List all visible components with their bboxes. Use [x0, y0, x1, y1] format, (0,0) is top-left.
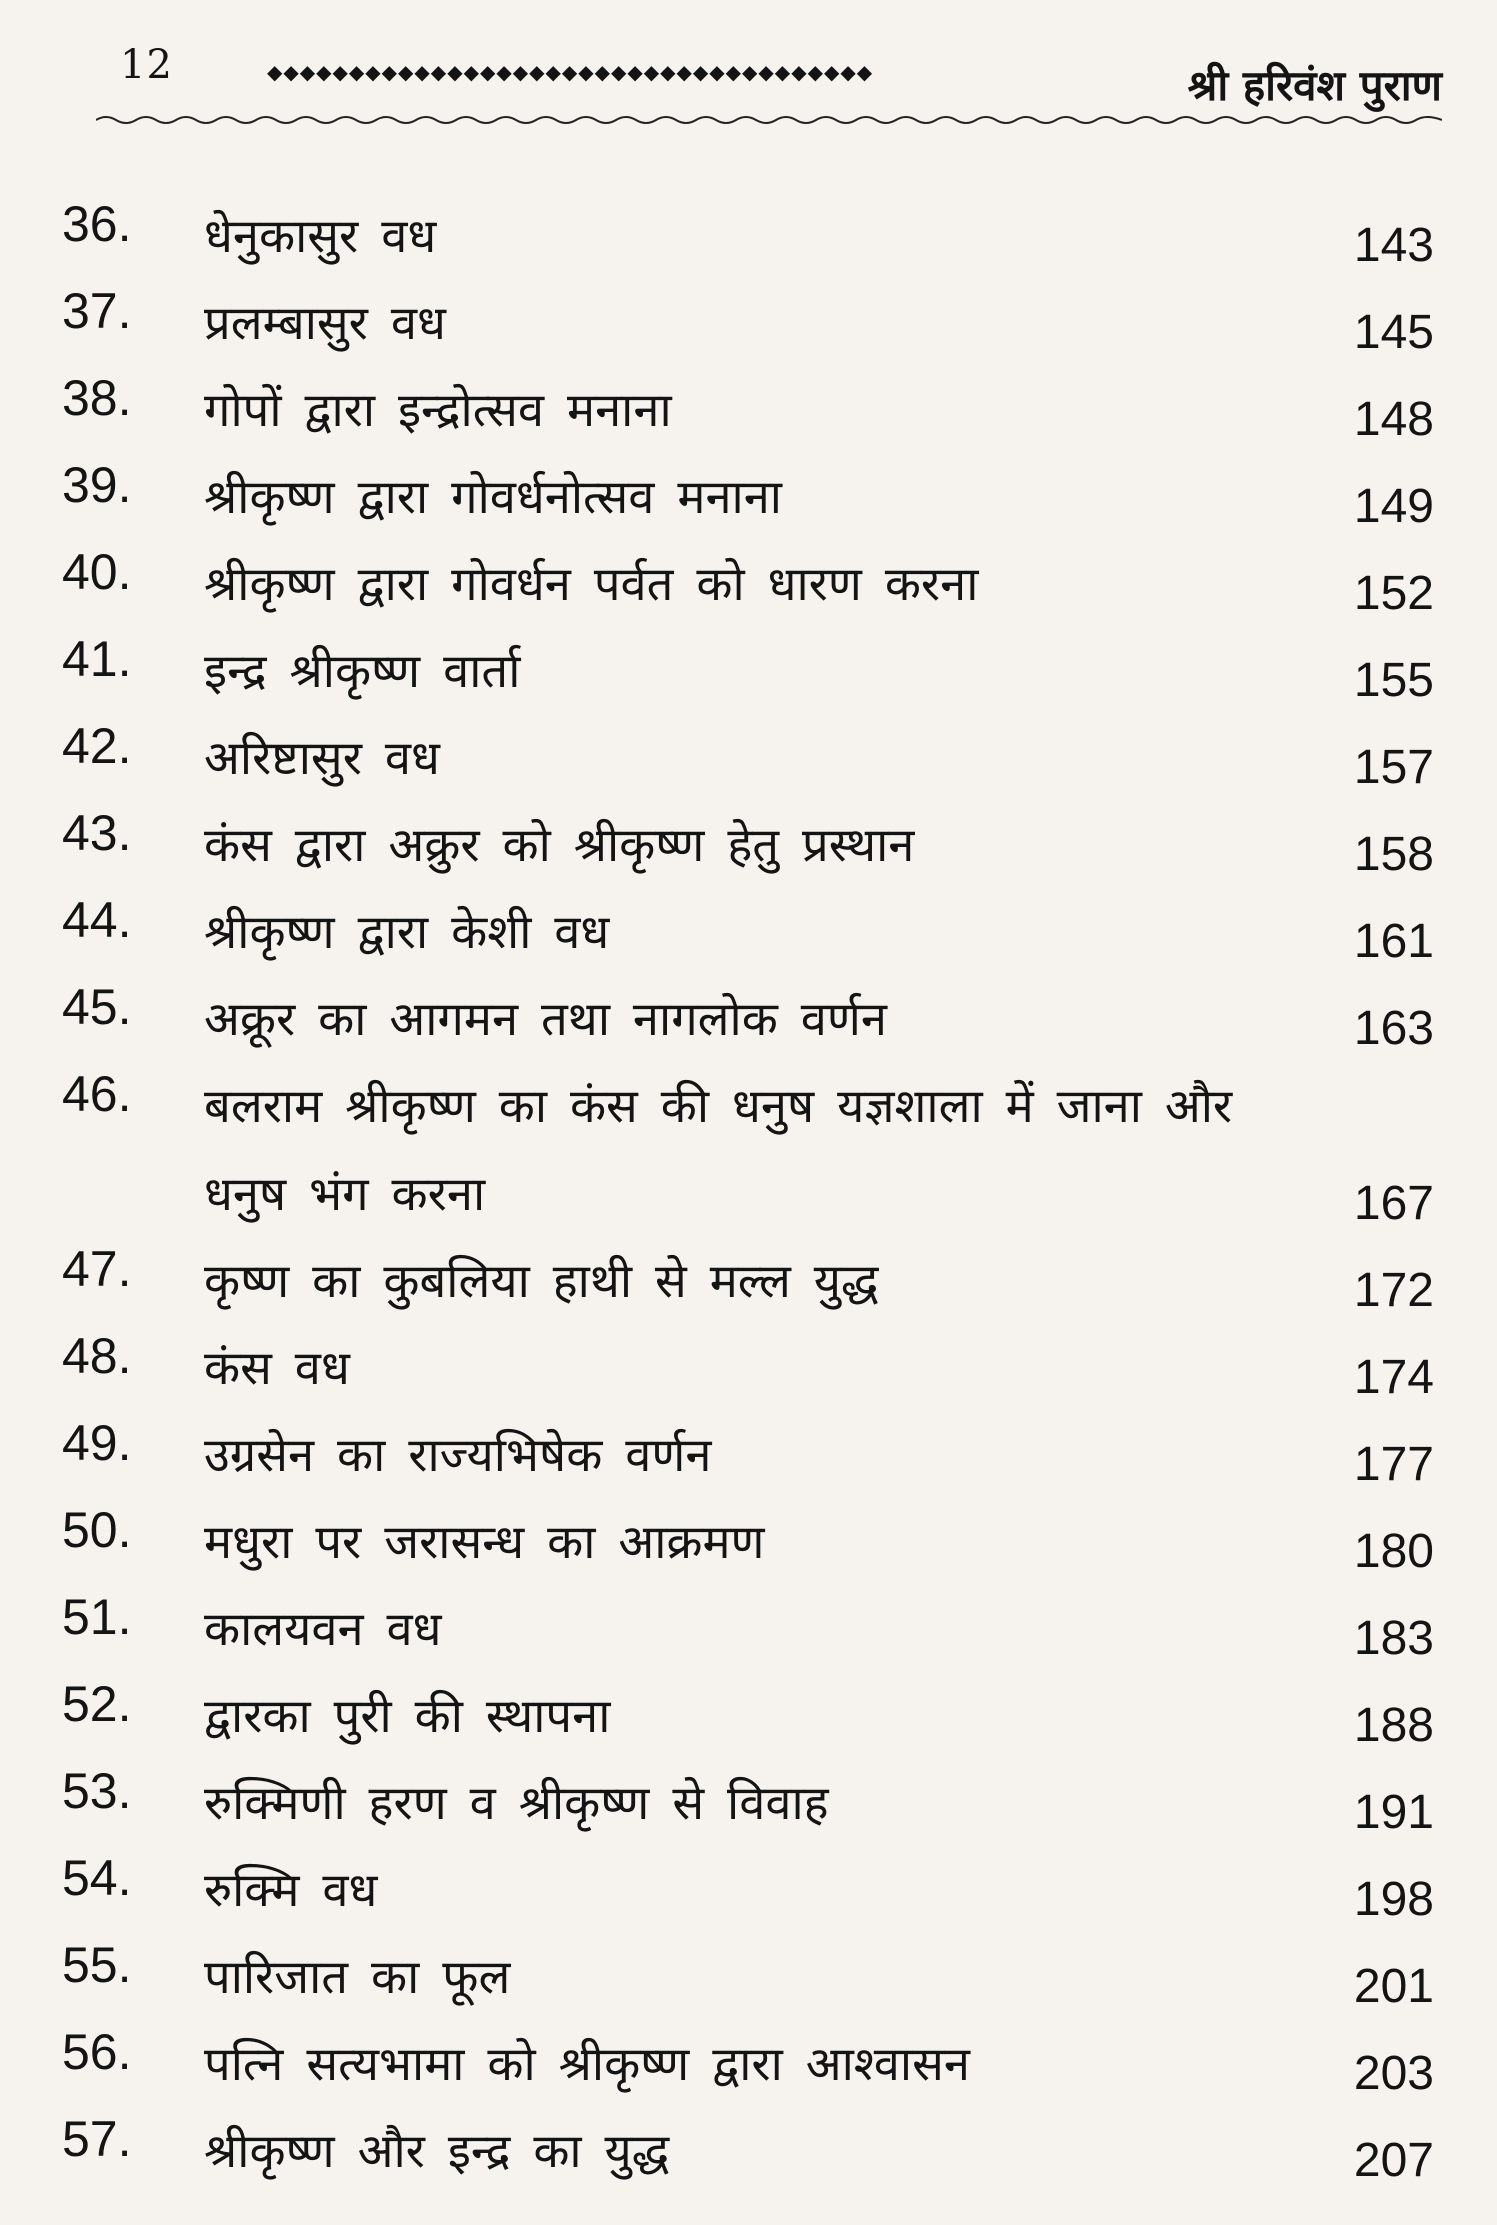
toc-entry-47: [62, 1240, 1442, 1327]
toc-entry-41: [62, 630, 1442, 717]
entry-number: 46.: [62, 1066, 132, 1122]
entry-number: 51.: [62, 1589, 132, 1645]
entry-page-number: 143: [1353, 219, 1434, 272]
entry-number: 41.: [62, 631, 132, 687]
toc-entry-52: [62, 1675, 1442, 1762]
entry-page-number: 198: [1353, 1873, 1434, 1926]
entry-number: 44.: [62, 892, 132, 948]
entry-page-number: 161: [1353, 915, 1434, 968]
entry-number: 55.: [62, 1937, 132, 1993]
toc-entry-39: [62, 456, 1442, 543]
table-of-contents: [62, 195, 1442, 2197]
entry-number: 36.: [62, 196, 132, 252]
entry-number: 47.: [62, 1241, 132, 1297]
entry-title: कंस वध: [204, 1341, 350, 1396]
entry-page-number: 152: [1353, 567, 1434, 620]
entry-page-number: 174: [1353, 1351, 1434, 1404]
toc-entry-49: [62, 1414, 1442, 1501]
entry-page-number: 201: [1353, 1960, 1434, 2013]
entry-number: 50.: [62, 1502, 132, 1558]
toc-entry-44: [62, 891, 1442, 978]
toc-entry-42: [62, 717, 1442, 804]
entry-page-number: 188: [1353, 1699, 1434, 1752]
entry-number: 40.: [62, 544, 132, 600]
entry-number: 37.: [62, 283, 132, 339]
entry-title: उग्रसेन का राज्यभिषेक वर्णन: [204, 1428, 712, 1483]
entry-page-number: 180: [1353, 1525, 1434, 1578]
toc-entry-51: [62, 1588, 1442, 1675]
entry-page-number: 177: [1353, 1438, 1434, 1491]
entry-number: 49.: [62, 1415, 132, 1471]
entry-title: श्रीकृष्ण द्वारा केशी वध: [204, 905, 610, 960]
entry-page-number: 183: [1353, 1612, 1434, 1665]
toc-entry-37: [62, 282, 1442, 369]
entry-number: 56.: [62, 2024, 132, 2080]
entry-number: 53.: [62, 1763, 132, 1819]
header-ornament: ◆◆◆◆◆◆◆◆◆◆◆◆◆◆◆◆◆◆◆◆◆◆◆◆◆◆◆◆◆◆◆◆◆◆◆◆◆: [267, 60, 874, 84]
entry-title: कालयवन वध: [204, 1602, 442, 1657]
entry-title: मधुरा पर जरासन्ध का आक्रमण: [204, 1515, 765, 1570]
entry-page-number: 203: [1353, 2047, 1434, 2100]
entry-title: अक्रूर का आगमन तथा नागलोक वर्णन: [204, 992, 887, 1047]
toc-entry-43: [62, 804, 1442, 891]
entry-page-number: 148: [1353, 393, 1434, 446]
entry-page-number: 163: [1353, 1002, 1434, 1055]
entry-number: 52.: [62, 1676, 132, 1732]
entry-title: गोपों द्वारा इन्द्रोत्सव मनाना: [204, 383, 672, 438]
entry-title: बलराम श्रीकृष्ण का कंस की धनुष यज्ञशाला में जाना और धनुष भंग करना: [204, 1079, 1233, 1222]
toc-entry-57: [62, 2110, 1442, 2197]
toc-entry-45: [62, 978, 1442, 1065]
running-title: श्री हरिवंश पुराण: [1187, 61, 1442, 110]
entry-number: 38.: [62, 370, 132, 426]
toc-entry-40: [62, 543, 1442, 630]
entry-title: अरिष्टासुर वध: [204, 731, 440, 786]
entry-title: धेनुकासुर वध: [204, 209, 437, 264]
entry-page-number: 155: [1353, 654, 1434, 707]
toc-entry-54: [62, 1849, 1442, 1936]
entry-title: पारिजात का फूल: [204, 1950, 511, 2005]
entry-title: कंस द्वारा अक्रुर को श्रीकृष्ण हेतु प्रस्थान: [204, 818, 915, 873]
toc-entry-53: [62, 1762, 1442, 1849]
entry-page-number: 145: [1353, 306, 1434, 359]
entry-title: श्रीकृष्ण और इन्द्र का युद्ध: [204, 2124, 670, 2179]
entry-title: द्वारका पुरी की स्थापना: [204, 1689, 611, 1744]
entry-title: प्रलम्बासुर वध: [204, 296, 446, 351]
entry-page-number: 149: [1353, 480, 1434, 533]
entry-title: रुक्मि वध: [204, 1863, 378, 1918]
entry-number: 42.: [62, 718, 132, 774]
entry-number: 48.: [62, 1328, 132, 1384]
entry-page-number: 191: [1353, 1786, 1434, 1839]
entry-page-number: 157: [1353, 741, 1434, 794]
wavy-header-rule: [96, 112, 1442, 128]
toc-entry-36: [62, 195, 1442, 282]
toc-entry-55: [62, 1936, 1442, 2023]
entry-title: रुक्मिणी हरण व श्रीकृष्ण से विवाह: [204, 1776, 829, 1831]
entry-number: 39.: [62, 457, 132, 513]
entry-number: 43.: [62, 805, 132, 861]
page-number: 12: [120, 42, 173, 88]
entry-title: इन्द्र श्रीकृष्ण वार्ता: [204, 644, 521, 699]
entry-title: कृष्ण का कुबलिया हाथी से मल्ल युद्ध: [204, 1254, 879, 1309]
entry-number: 45.: [62, 979, 132, 1035]
entry-number: 54.: [62, 1850, 132, 1906]
toc-entry-56: [62, 2023, 1442, 2110]
entry-page-number: 207: [1353, 2134, 1434, 2187]
entry-page-number: 172: [1353, 1264, 1434, 1317]
toc-entry-38: [62, 369, 1442, 456]
toc-entry-48: [62, 1327, 1442, 1414]
entry-number: 57.: [62, 2111, 132, 2167]
toc-entry-46: [62, 1065, 1442, 1240]
entry-title: पत्नि सत्यभामा को श्रीकृष्ण द्वारा आश्वासन: [204, 2037, 970, 2092]
entry-title: श्रीकृष्ण द्वारा गोवर्धन पर्वत को धारण करना: [204, 557, 979, 612]
entry-page-number: 158: [1353, 828, 1434, 881]
toc-entry-50: [62, 1501, 1442, 1588]
entry-title: श्रीकृष्ण द्वारा गोवर्धनोत्सव मनाना: [204, 470, 782, 525]
entry-page-number: 167: [1353, 1177, 1434, 1230]
page-header: [110, 38, 1450, 118]
